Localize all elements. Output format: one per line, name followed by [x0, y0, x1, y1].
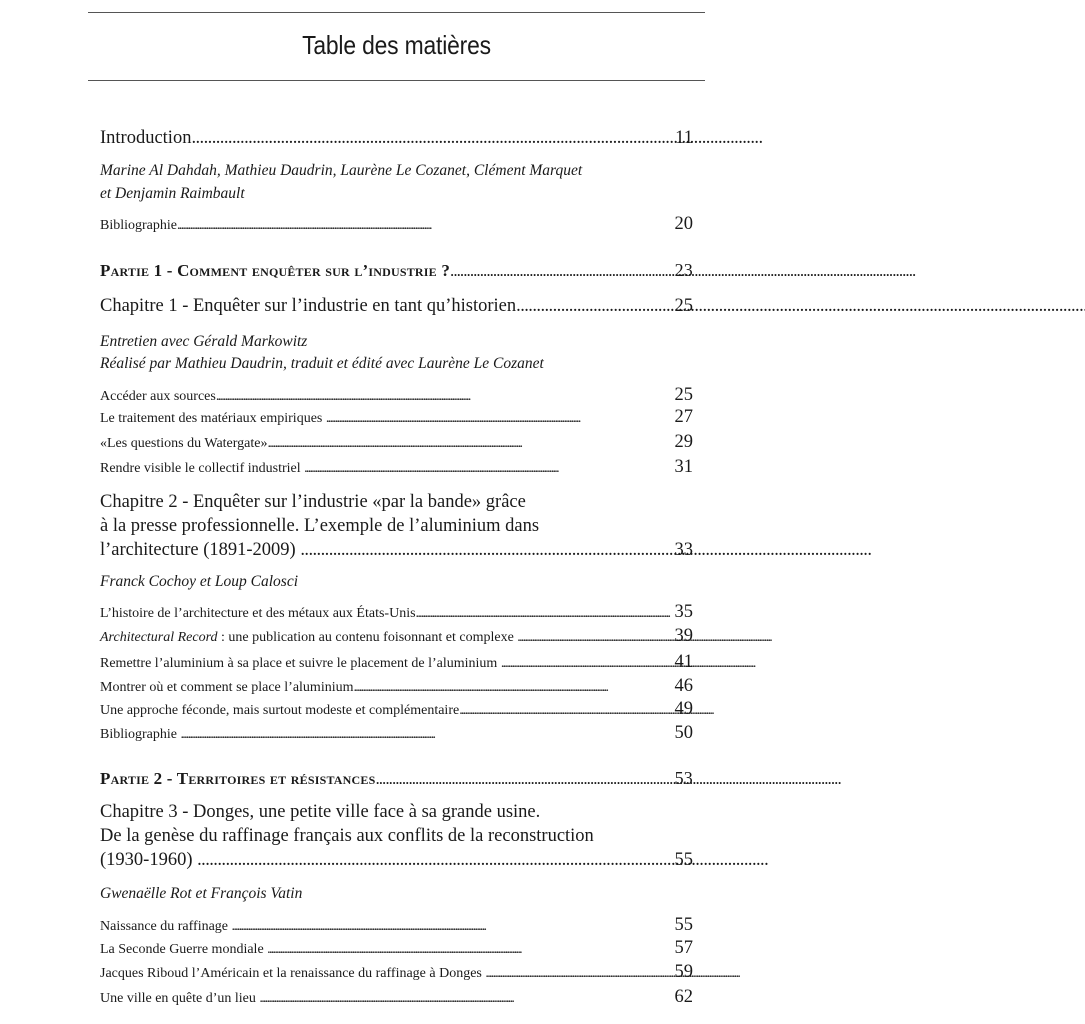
ch1-authors-line-2: Réalisé par Mathieu Daudrin, traduit et édité avec Laurène Le Cozanet [100, 355, 544, 372]
ch3-authors: Gwenaëlle Rot et François Vatin [100, 885, 303, 902]
toc-entry-ch2-section-1[interactable] [100, 600, 693, 624]
entry-title-rest: : une publication au contenu foisonnant et complexe [217, 630, 518, 645]
toc-entry-chapitre-2[interactable] [100, 538, 693, 562]
page-number: 20 [674, 214, 693, 234]
ch3-title-line-1: Chapitre 3 - Donges, une petite ville face à sa grande usine. [100, 802, 541, 822]
dot-leader [232, 917, 673, 937]
page-number: 23 [674, 260, 693, 280]
toc-entry-chapitre-1[interactable] [100, 294, 693, 318]
toc-entry-ch3-section-1[interactable] [100, 913, 693, 937]
dot-leader [267, 940, 672, 960]
dot-leader [216, 387, 673, 407]
entry-title: Le traitement des matériaux empiriques [100, 411, 326, 426]
entry-title: Remettre l’aluminium à sa place et suivre le placement de l’aluminium [100, 656, 501, 671]
toc-entry-ch1-section-4[interactable] [100, 455, 693, 479]
dot-leader [191, 126, 673, 150]
page-number: 35 [674, 602, 693, 622]
toc-entry-intro-bibliographie[interactable] [100, 212, 693, 236]
page-number: 39 [674, 626, 693, 646]
entry-title: Rendre visible le collectif industriel [100, 461, 305, 476]
page-number: 55 [674, 850, 693, 870]
ch2-title-line-2: à la presse professionnelle. L’exemple de l’aluminium dans [100, 516, 540, 536]
dot-leader [177, 216, 673, 236]
dot-leader [416, 604, 673, 624]
toc-entry-chapitre-3[interactable] [100, 848, 693, 872]
dot-leader [181, 725, 673, 745]
dot-leader [259, 989, 672, 1009]
page-number: 62 [674, 987, 693, 1007]
page-number: 50 [674, 723, 693, 743]
dot-leader [326, 409, 673, 429]
dot-leader [304, 459, 672, 479]
toc-entry-partie-1[interactable] [100, 258, 693, 283]
entry-title: La Seconde Guerre mondiale [100, 942, 268, 957]
page-number: 33 [674, 540, 693, 560]
toc-entry-ch2-section-4[interactable] [100, 674, 693, 698]
dot-leader [353, 678, 672, 698]
entry-title: Montrer où et comment se place l’aluminium [100, 680, 354, 695]
entry-title: Partie 1 - Comment enquêter sur l’industrie ? [100, 261, 451, 280]
page-number: 27 [674, 407, 693, 427]
dot-leader [459, 701, 672, 721]
entry-title: Chapitre 1 - Enquêter sur l’industrie en tant qu’historien [100, 296, 517, 316]
entry-title: Une approche féconde, mais surtout modeste et complémentaire [100, 703, 460, 718]
ch3-title-line-2: De la genèse du raffinage français aux conflits de la reconstruction [100, 826, 594, 846]
toc-entry-ch3-section-4[interactable] [100, 985, 693, 1009]
page-number: 31 [674, 457, 693, 477]
entry-title-italic: Architectural Record [100, 630, 218, 645]
toc-entry-ch3-section-3[interactable] [100, 960, 693, 984]
entry-title [100, 628, 517, 648]
toc-entry-ch1-section-3[interactable] [100, 430, 693, 454]
entry-title: Introduction [100, 128, 192, 148]
page-number: 41 [674, 652, 693, 672]
ch2-authors: Franck Cochoy et Loup Calosci [100, 573, 299, 590]
page-title: Table des matières [302, 30, 491, 60]
entry-title: (1930-1960) [100, 850, 198, 870]
dot-leader [197, 848, 672, 872]
intro-authors-line-1: Marine Al Dahdah, Mathieu Daudrin, Laurène Le Cozanet, Clément Marquet [100, 162, 583, 179]
toc-entry-ch2-section-2[interactable] [100, 624, 693, 648]
page-number: 46 [674, 676, 693, 696]
page-number: 55 [674, 915, 693, 935]
ch2-title-line-1: Chapitre 2 - Enquêter sur l’industrie «par la bande» grâce [100, 492, 526, 512]
page-number: 53 [674, 768, 693, 788]
entry-title: Bibliographie [100, 727, 181, 742]
dot-leader [268, 434, 673, 454]
page-number: 29 [674, 432, 693, 452]
entry-title: Bibliographie [100, 218, 177, 233]
page-number: 57 [674, 938, 693, 958]
toc-entry-partie-2[interactable] [100, 766, 693, 791]
page-number: 25 [674, 385, 693, 405]
dot-leader [501, 654, 673, 674]
toc-entry-ch1-section-2[interactable] [100, 405, 693, 429]
toc-entry-ch1-section-1[interactable] [100, 383, 693, 407]
dot-leader [450, 259, 673, 283]
entry-title: L’histoire de l’architecture et des métaux aux États-Unis [100, 606, 416, 621]
toc-entry-ch2-section-5[interactable] [100, 697, 693, 721]
page-number: 25 [674, 296, 693, 316]
intro-authors-line-2: et Denjamin Raimbault [100, 185, 245, 202]
toc-entry-introduction[interactable] [100, 126, 693, 150]
entry-title: Jacques Riboud l’Américain et la renaissance du raffinage à Donges [100, 966, 486, 981]
toc-entry-ch2-bibliographie[interactable] [100, 721, 693, 745]
dot-leader [375, 767, 672, 791]
entry-title: Partie 2 - Territoires et résistances [100, 769, 376, 788]
ch1-authors-line-1: Entretien avec Gérald Markowitz [100, 333, 308, 350]
entry-title: «Les questions du Watergate» [100, 436, 268, 451]
toc-entry-ch2-section-3[interactable] [100, 650, 693, 674]
entry-title: Une ville en quête d’un lieu [100, 991, 260, 1006]
page-number: 59 [674, 962, 693, 982]
dot-leader [485, 964, 672, 984]
toc-entry-ch3-section-2[interactable] [100, 936, 693, 960]
dot-leader [516, 294, 672, 318]
page-number: 11 [675, 128, 693, 148]
dot-leader [300, 538, 672, 562]
entry-title: Accéder aux sources [100, 389, 216, 404]
page-number: 49 [674, 699, 693, 719]
entry-title: l’architecture (1891-2009) [100, 540, 301, 560]
dot-leader [517, 628, 672, 648]
entry-title: Naissance du raffinage [100, 919, 232, 934]
